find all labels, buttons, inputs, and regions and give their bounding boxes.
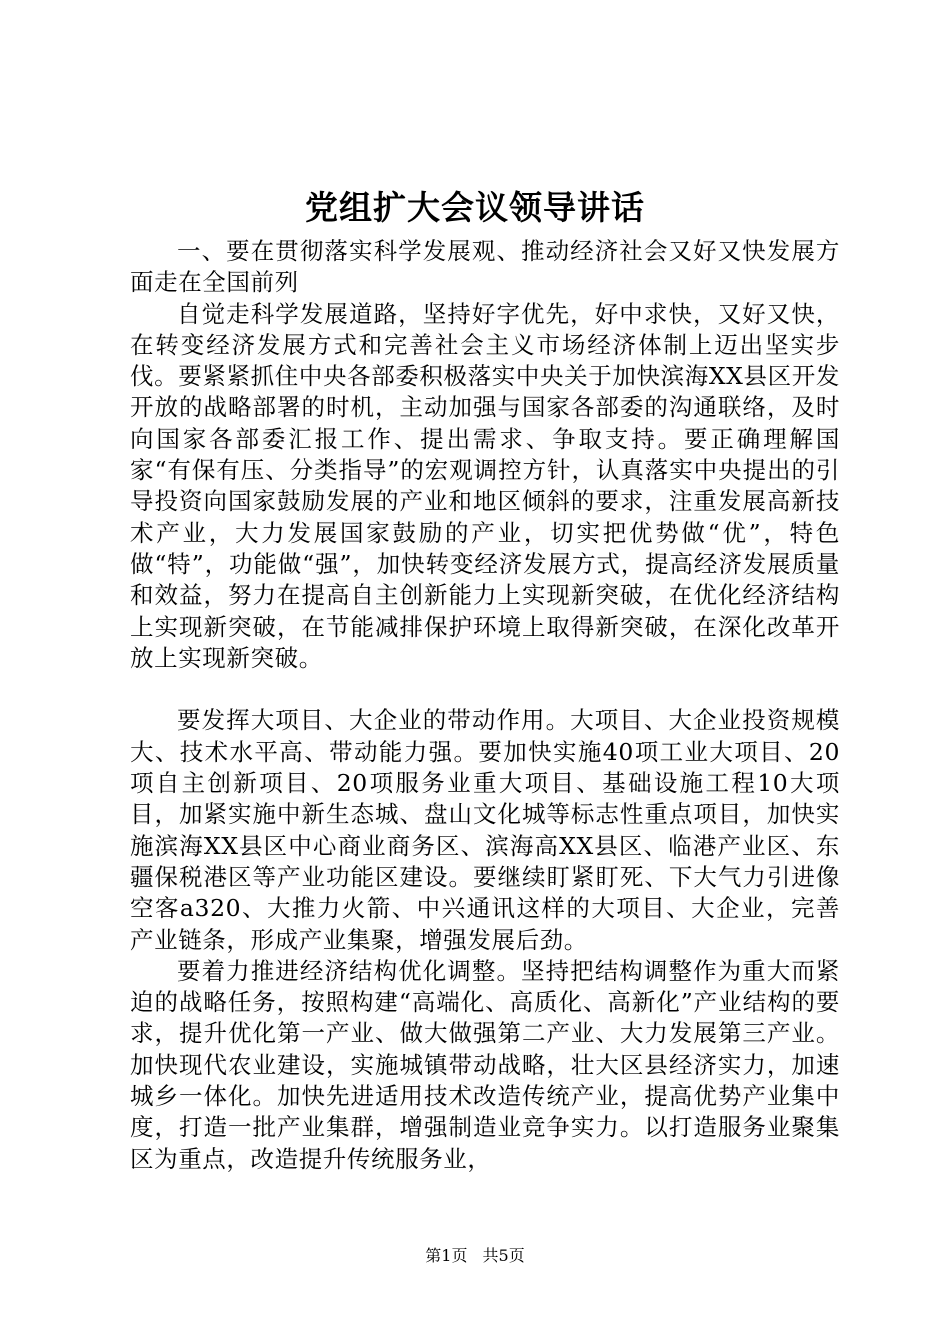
page-number: 第1页 bbox=[425, 1246, 468, 1265]
body-paragraph: 要着力推进经济结构优化调整。坚持把结构调整作为重大而紧迫的战略任务，按照构建“高端化、高质化、高新化”产业结构的要求，提升优化第一产业、做大做强第二产业、大力发展第三产业。加快现代农业建设，实施城镇带动战略，壮大区县经济实力，加速城乡一体化。加快先进适用技术改造传统产业，提高优势产业集中度，打造一批产业集群，增强制造业竞争实力。以打造服务业聚集区为重点，改造提升传统服务业， bbox=[130, 956, 840, 1173]
section-heading: 一、要在贯彻落实科学发展观、推动经济社会又好又快发展方面走在全国前列 bbox=[130, 237, 840, 297]
paragraph-spacer bbox=[130, 674, 840, 705]
body-paragraph: 要发挥大项目、大企业的带动作用。大项目、大企业投资规模大、技术水平高、带动能力强。要加快实施40项工业大项目、20项自主创新项目、20项服务业重大项目、基础设施工程10大项目，加紧实施中新生态城、盘山文化城等标志性重点项目，加快实施滨海XX县区中心商业商务区、滨海高XX县区、临港产业区、东疆保税港区等产业功能区建设。要继续盯紧盯死、下大气力引进像空客a320、大推力火箭、中兴通讯这样的大项目、大企业，完善产业链条，形成产业集聚，增强发展后劲。 bbox=[130, 706, 840, 954]
body-paragraph: 自觉走科学发展道路，坚持好字优先，好中求快，又好又快，在转变经济发展方式和完善社会主义市场经济体制上迈出坚实步伐。要紧紧抓住中央各部委积极落实中央关于加快滨海XX县区开发开放的战略部署的时机，主动加强与国家各部委的沟通联络，及时向国家各部委汇报工作、提出需求、争取支持。要正确理解国家“有保有压、分类指导”的宏观调控方针，认真落实中央提出的引导投资向国家鼓励发展的产业和地区倾斜的要求，注重发展高新技术产业，大力发展国家鼓励的产业，切实把优势做“优”，特色做“特”，功能做“强”，加快转变经济发展方式，提高经济发展质量和效益，努力在提高自主创新能力上实现新突破，在优化经济结构上实现新突破，在节能减排保护环境上取得新突破，在深化改革开放上实现新突破。 bbox=[130, 299, 840, 672]
document-body bbox=[130, 236, 840, 1175]
document-title: 党组扩大会议领导讲话 bbox=[305, 188, 645, 227]
page-footer bbox=[0, 1244, 950, 1268]
page-total: 共5页 bbox=[482, 1246, 525, 1265]
